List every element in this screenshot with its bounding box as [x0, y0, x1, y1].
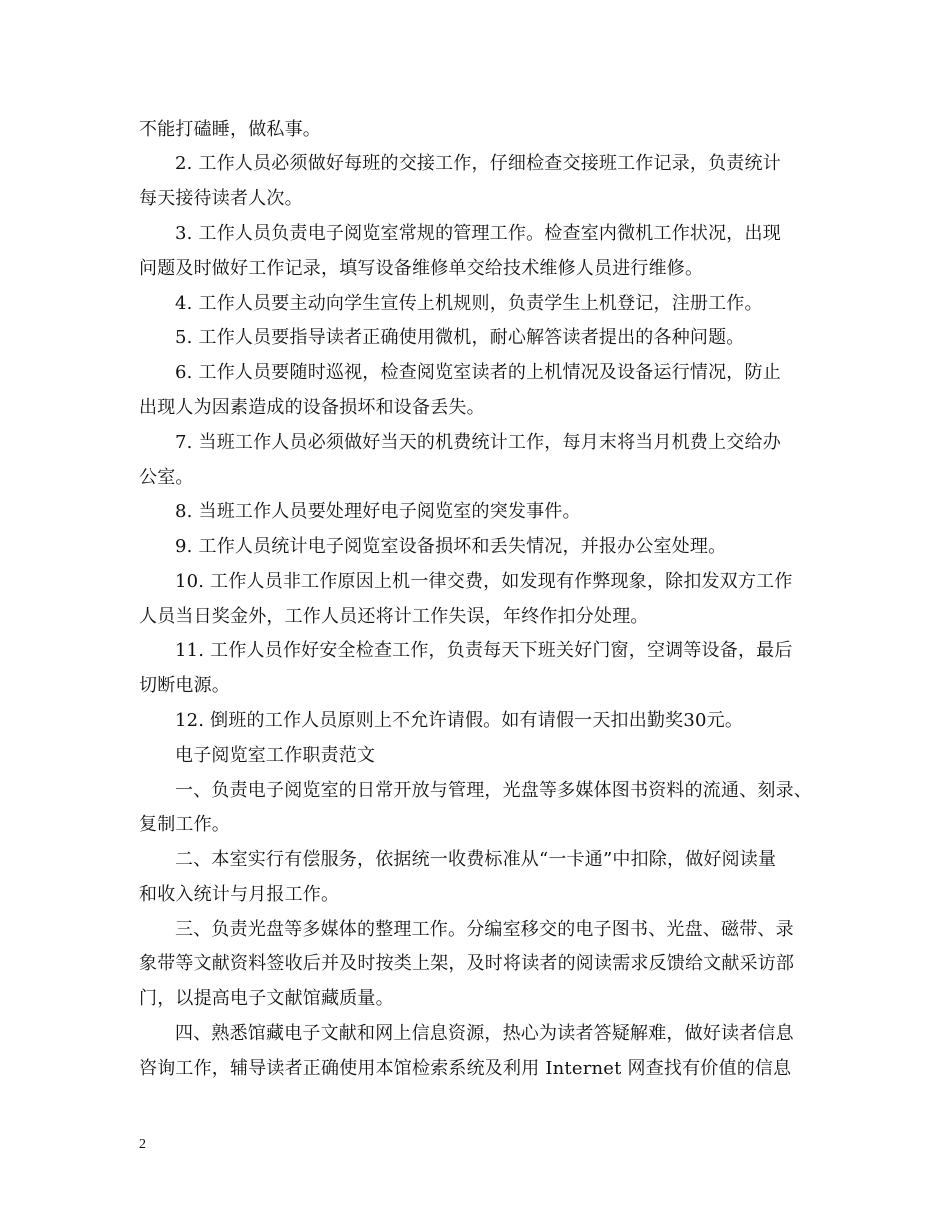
text-line: 四、熟悉馆藏电子文献和网上信息资源，热心为读者答疑解难，做好读者信息 [175, 1023, 794, 1044]
text-line: 9. 工作人员统计电子阅览室设备损坏和丢失情况，并报办公室处理。 [175, 536, 727, 557]
text-line: 11. 工作人员作好安全检查工作，负责每天下班关好门窗，空调等设备，最后 [175, 640, 793, 661]
text-line: 人员当日奖金外，工作人员还将计工作失误，年终作扣分处理。 [139, 606, 649, 627]
section-heading: 电子阅览室工作职责范文 [175, 745, 376, 766]
text-line: 10. 工作人员非工作原因上机一律交费，如发现有作弊现象，除扣发双方工作 [175, 571, 793, 592]
text-line: 象带等文献资料签收后并及时按类上架，及时将读者的阅读需求反馈给文献采访部 [139, 953, 795, 974]
text-line: 问题及时做好工作记录，填写设备维修单交给技术维修人员进行维修。 [139, 258, 704, 279]
text-line: 每天接待读者人次。 [139, 188, 303, 209]
text-line: 出现人为因素造成的设备损坏和设备丢失。 [139, 397, 485, 418]
text-line: 和收入统计与月报工作。 [139, 884, 340, 905]
text-line: 3. 工作人员负责电子阅览室常规的管理工作。检查室内微机工作状况，出现 [175, 223, 781, 244]
text-line: 8. 当班工作人员要处理好电子阅览室的突发事件。 [175, 501, 581, 522]
text-line: 二、本室实行有偿服务，依据统一收费标准从“一卡通”中扣除，做好阅读量 [175, 849, 777, 870]
text-line: 12. 倒班的工作人员原则上不允许请假。如有请假一天扣出勤奖30元。 [175, 710, 744, 731]
text-line: 咨询工作，辅导读者正确使用本馆检索系统及利用 Internet 网查找有价值的信息 [139, 1058, 792, 1079]
text-line: 5. 工作人员要指导读者正确使用微机，耐心解答读者提出的各种问题。 [175, 327, 745, 348]
text-line: 7. 当班工作人员必须做好当天的机费统计工作，每月末将当月机费上交给办 [175, 432, 781, 453]
text-line: 切断电源。 [139, 675, 230, 696]
text-line: 公室。 [139, 467, 194, 488]
text-line: 不能打磕睡，做私事。 [139, 119, 321, 140]
page-number: 2 [139, 1137, 146, 1152]
text-line: 4. 工作人员要主动向学生宣传上机规则，负责学生上机登记，注册工作。 [175, 293, 763, 314]
text-line: 门，以提高电子文献馆藏质量。 [139, 988, 394, 1009]
text-line: 一、负责电子阅览室的日常开放与管理，光盘等多媒体图书资料的流通、刻录、 [175, 780, 812, 801]
text-line: 2. 工作人员必须做好每班的交接工作，仔细检查交接班工作记录，负责统计 [175, 153, 781, 174]
text-line: 6. 工作人员要随时巡视，检查阅览室读者的上机情况及设备运行情况，防止 [175, 362, 781, 383]
text-line: 复制工作。 [139, 814, 230, 835]
text-line: 三、负责光盘等多媒体的整理工作。分编室移交的电子图书、光盘、磁带、录 [175, 919, 794, 940]
